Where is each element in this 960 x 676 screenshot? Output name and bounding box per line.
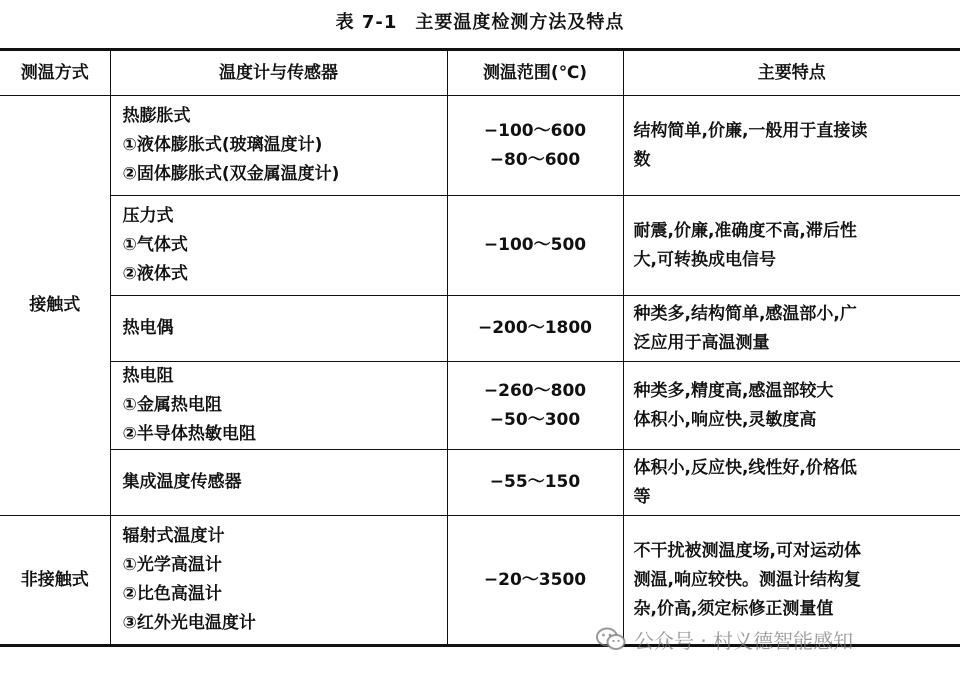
header-row	[0, 50, 960, 96]
header-mode: 测温方式	[0, 50, 110, 96]
features-cell-line: 泛应用于高温测量	[633, 332, 770, 353]
range-cell	[447, 96, 623, 196]
sensor-cell-line: 辐射式温度计	[122, 526, 225, 546]
sensor-cell-line: ②比色高温计	[122, 584, 222, 604]
sensor-cell-line: ①金属热电阻	[122, 395, 222, 415]
table-number: 表 7-1	[335, 12, 398, 33]
features-cell-line: 数	[633, 149, 651, 170]
range-cell	[447, 450, 623, 516]
features-cell-line: 体积小,反应快,线性好,价格低	[633, 457, 857, 478]
sensor-cell-line: 热膨胀式	[122, 106, 191, 126]
table-title: 主要温度检测方法及特点	[415, 12, 625, 33]
sensor-cell-line: ②半导体热敏电阻	[122, 424, 256, 444]
features-cell	[623, 96, 960, 196]
features-cell	[623, 196, 960, 296]
features-cell-line: 测温,响应较快。测温计结构复	[633, 569, 861, 590]
sensor-cell-line: 热电偶	[122, 318, 174, 338]
range-cell-line: −200～1800	[477, 318, 593, 338]
sensor-cell-line: 集成温度传感器	[122, 472, 242, 492]
features-cell-line: 种类多,结构简单,感温部小,广	[633, 303, 857, 324]
sensor-cell-line: ②固体膨胀式(双金属温度计)	[122, 164, 340, 184]
sensor-cell-line: ③红外光电温度计	[122, 613, 256, 633]
sensor-cell-line: 热电阻	[122, 366, 174, 386]
range-cell-line: −100～500	[483, 235, 587, 255]
temperature-methods-table	[0, 48, 960, 647]
table-row	[0, 296, 960, 362]
table-row	[0, 450, 960, 516]
features-cell-line: 不干扰被测温度场,可对运动体	[633, 540, 861, 561]
features-cell-line: 耐震,价廉,准确度不高,滞后性	[633, 220, 857, 241]
range-cell-line: −55～150	[489, 472, 581, 492]
sensor-cell-line: ②液体式	[122, 264, 188, 284]
sensor-cell	[110, 362, 447, 450]
sensor-cell	[110, 96, 447, 196]
header-sensor: 温度计与传感器	[110, 50, 447, 96]
table-row	[0, 362, 960, 450]
features-cell-line: 大,可转换成电信号	[633, 249, 776, 270]
watermark	[596, 624, 853, 654]
sensor-cell	[110, 516, 447, 646]
features-cell-line: 等	[633, 486, 651, 507]
features-cell	[623, 450, 960, 516]
mode-cell: 接触式	[0, 96, 110, 516]
watermark-text: 公众号 · 村义德智能感知	[634, 628, 854, 653]
table-row	[0, 196, 960, 296]
mode-cell: 非接触式	[0, 516, 110, 646]
features-cell-line: 结构简单,价廉,一般用于直接读	[633, 120, 868, 141]
wechat-icon	[596, 627, 626, 651]
table-caption	[0, 8, 960, 34]
features-cell	[623, 362, 960, 450]
sensor-cell	[110, 450, 447, 516]
range-cell	[447, 362, 623, 450]
header-range: 测温范围(℃)	[447, 50, 623, 96]
range-cell	[447, 196, 623, 296]
range-cell-line: −20～3500	[483, 569, 587, 590]
range-cell-line: −260～800	[483, 380, 587, 401]
features-cell-line: 种类多,精度高,感温部较大	[633, 380, 834, 401]
range-cell-line: −50～300	[489, 409, 581, 430]
sensor-cell	[110, 296, 447, 362]
sensor-cell-line: ①光学高温计	[122, 555, 222, 575]
sensor-cell-line: 压力式	[122, 206, 174, 226]
range-cell-line: −100～600	[483, 120, 587, 141]
sensor-cell-line: ①气体式	[122, 235, 188, 255]
header-features: 主要特点	[623, 50, 960, 96]
table-row	[0, 96, 960, 196]
range-cell	[447, 296, 623, 362]
features-cell-line: 杂,价高,须定标修正测量值	[633, 598, 834, 619]
features-cell-line: 体积小,响应快,灵敏度高	[633, 409, 817, 430]
sensor-cell	[110, 196, 447, 296]
range-cell-line: −80～600	[489, 149, 581, 170]
sensor-cell-line: ①液体膨胀式(玻璃温度计)	[122, 135, 323, 155]
features-cell	[623, 296, 960, 362]
